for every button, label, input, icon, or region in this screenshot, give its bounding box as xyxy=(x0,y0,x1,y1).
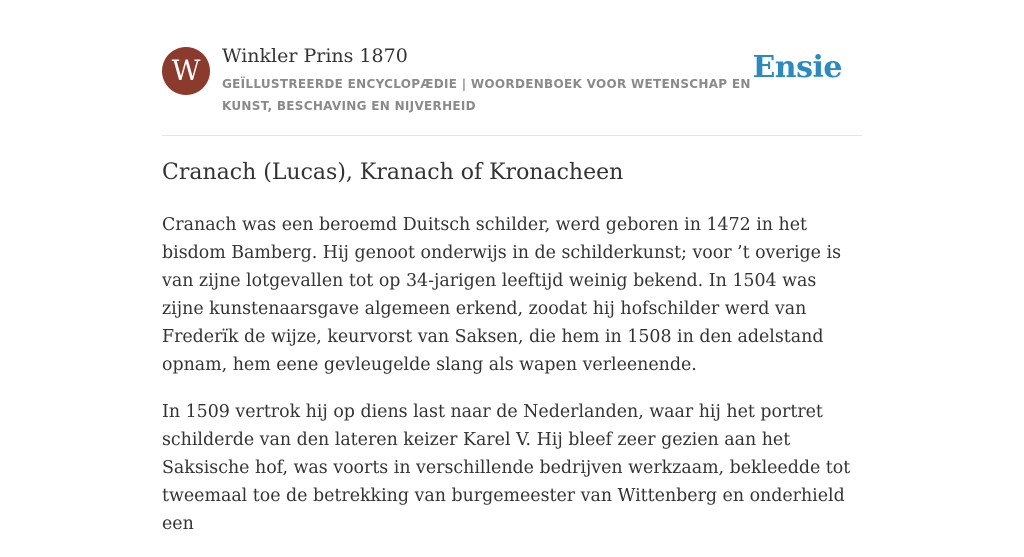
entry-paragraph: Cranach was een beroemd Duitsch schilder, werd geboren in 1472 in het bisdom Bamberg. Hij genoot onderwijs in de schilderkunst; voor ’t overige is van zijne lotgevallen tot op 34-jarigen leeftijd weinig bekend. In 1504 was zijne kunstenaarsgave algemeen erkend, zoodat hij hofschilder werd van Frederïk de wijze, keurvorst van Saksen, die hem in 1508 in den adelstand opnam, hem eene gevleugelde slang als wapen verleenende. xyxy=(162,215,841,375)
ensie-logo[interactable]: Ensie xyxy=(752,50,842,85)
source-header xyxy=(162,0,862,136)
entry-title: Cranach (Lucas), Kranach of Kronacheen xyxy=(162,160,624,185)
entry-body xyxy=(162,211,862,557)
page-content xyxy=(162,0,862,534)
entry-paragraph: In 1509 vertrok hij op diens last naar de Nederlanden, waar hij het portret schilderde van den lateren keizer Karel V. Hij bleef zeer gezien aan het Saksische hof, was voorts in verschillende bedrijven werkzaam, bekleedde tot tweemaal toe de betrekking van burgemeester van Wittenberg en onderhield een xyxy=(162,402,851,534)
source-subtitle: GEÏLLUSTREERDE ENCYCLOPÆDIE | WOORDENBOEK VOOR WETENSCHAP EN KUNST, BESCHAVING EN NIJVERHEID xyxy=(222,77,751,113)
source-avatar[interactable]: W xyxy=(162,47,210,95)
source-title[interactable]: Winkler Prins 1870 xyxy=(222,45,408,67)
